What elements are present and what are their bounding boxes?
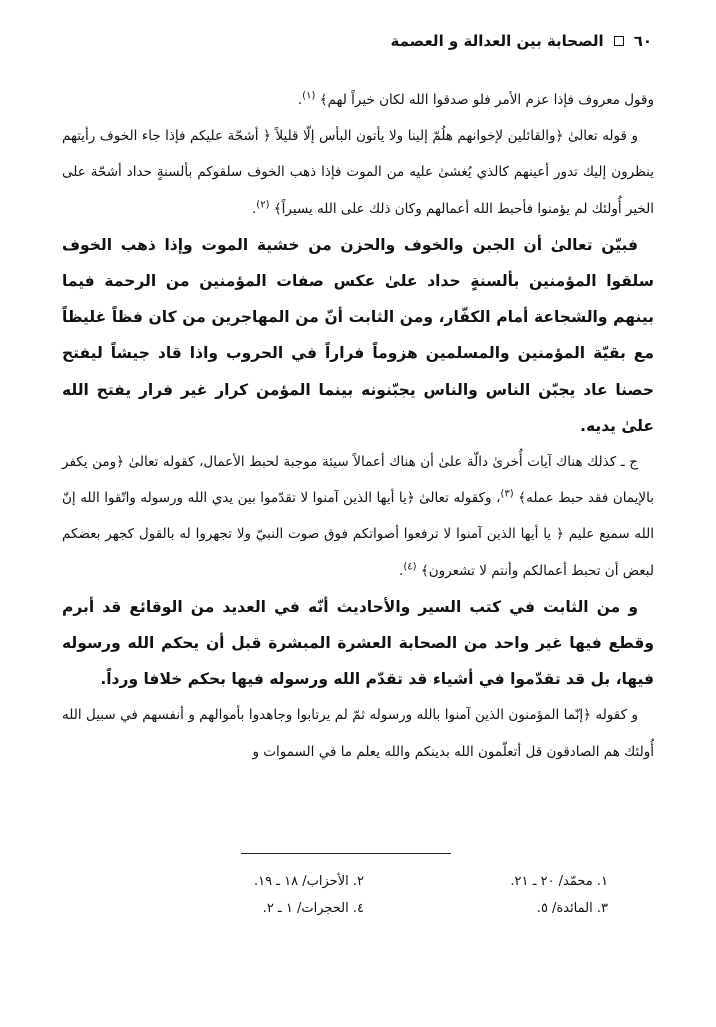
- running-title: الصحابة بين العدالة و العصمة: [390, 32, 604, 50]
- footnote-1: ١. محمّد/ ٢٠ ـ ٢١.: [510, 874, 608, 889]
- page-number: ٦٠: [633, 32, 652, 50]
- page-body: [62, 82, 654, 770]
- running-header: [64, 26, 652, 56]
- footnotes: [200, 874, 608, 916]
- paragraph-6: و كقوله ﴿إنّما المؤمنون الذين آمنوا بالله ورسوله ثمّ لم يرتابوا وجاهدوا بأموالهم و أنفسهم في سبيل الله أُولئك هم الصادقون قل أتعلّمون الله بدينكم والله يعلم ما في السموات و: [62, 707, 654, 760]
- square-ornament-icon: [614, 36, 624, 46]
- footnote-4: ٤. الحجرات/ ١ ـ ٢.: [262, 901, 364, 916]
- paragraph-2: و قوله تعالىٰ ﴿والقائلين لإخوانهم هلُمّ إلينا ولا يأتون البأس إلّا قليلاً ﴿ أشحّة عليكم فإذا جاء الخوف رأيتهم ينظرون إليك تدور أعينهم كالذي يُغشىٰ عليه من الموت فإذا ذهب الخوف سلقوكم بألسنةٍ حداد أشحّة على الخير أُولئك لم يؤمنوا فأحبط الله أعمالهم وكان ذلك على الله يسيراً﴾ $^{(٢)}$.: [62, 128, 654, 217]
- footnote-ref-2[interactable]: (٢): [256, 199, 270, 211]
- paragraph-3: فبيّن تعالىٰ أن الجبن والخوف والحزن من خشية الموت وإذا ذهب الخوف سلقوا المؤمنين بألسنةٍ حداد علىٰ عكس صفات المؤمنين من الرحمة فيما بينهم والشجاعة أمام الكفّار، ومن الثابت أنّ من المهاجرين من كان فظاً غليظاً مع بقيّة المؤمنين والمسلمين هزوماً فراراً في الحروب واذا قاد جيشاً ليفتح حصنا عاد يجبّن الناس والناس يجبّنونه بينما المؤمن كرار غير فرار يفتح الله علىٰ يديه.: [62, 235, 654, 435]
- footnote-ref-4[interactable]: (٤): [403, 561, 417, 573]
- footnote-ref-3[interactable]: (٣): [500, 488, 514, 500]
- paragraph-5: و من الثابت في كتب السير والأحاديث أنّه في العديد من الوقائع قد أبرم وقطع فيها غير واحد من الصحابة العشرة المبشرة قبل أن يحكم الله ورسوله فيها، بل قد تقدّموا في أشياء قد تقدّم الله ورسوله فيها بحكم خلافا ورداً.: [62, 597, 654, 689]
- footnote-3: ٣. المائدة/ ٥.: [536, 901, 608, 916]
- paragraph-4: ج ـ كذلك هناك آيات أُخرىٰ دالّة علىٰ أن هناك أعمالاً سيئة موجبة لحبط الأعمال، كقوله تعالىٰ ﴿ومن يكفر بالإيمان فقد حبط عمله﴾ $^{(٣)}$، وكقوله تعالىٰ ﴿يا أيها الذين آمنوا لا تقدّموا بين يدي الله ورسوله واتّقوا الله إنّ الله سميع عليم ﴿ يا أيها الذين آمنوا لا ترفعوا أصواتكم فوق صوت النبيّ ولا تجهروا له بالقول كجهر بعضكم لبعض أن تحبط أعمالكم وأنتم لا تشعرون﴾ $^{(٤)}$.: [62, 454, 654, 579]
- footnote-2: ٢. الأحزاب/ ١٨ ـ ١٩.: [253, 874, 364, 889]
- paragraph-1: وقول معروف فإذا عزم الأمر فلو صدقوا الله لكان خيراً لهم﴾ $^{(١)}$.: [297, 90, 654, 108]
- footnote-ref-1[interactable]: (١): [302, 90, 316, 102]
- footnote-divider: [241, 853, 451, 854]
